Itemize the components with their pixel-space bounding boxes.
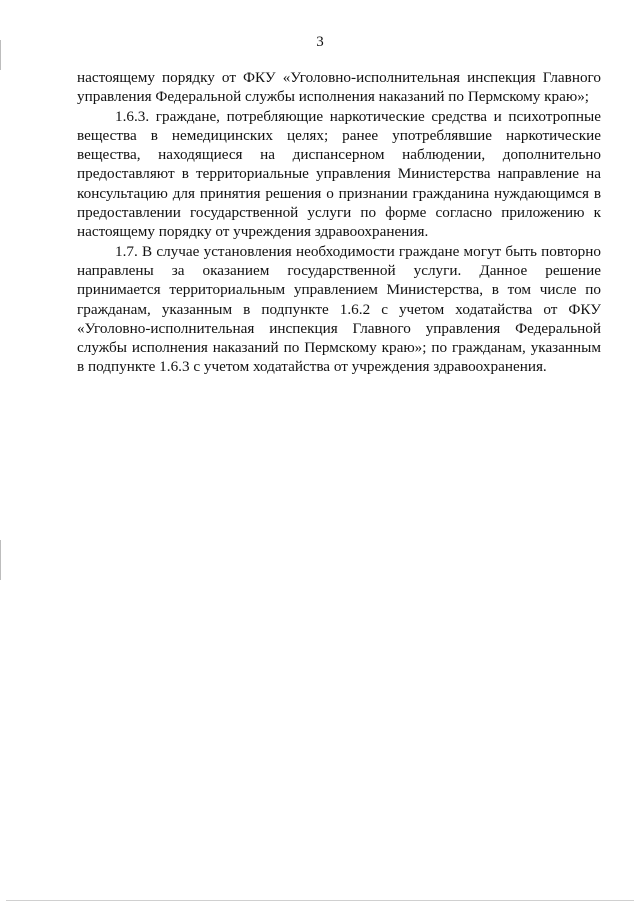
page-number: 3 (316, 34, 324, 50)
paragraph-item-1-6-3: 1.6.3. граждане, потребляющие наркотические средства и психотропные вещества в немедицинских целях; ранее употреблявшие наркотические вещества, находящиеся на диспансерном наблюдении, дополнительно предоставляют в территориальные управления Министерства направление на консультацию для принятия решения о признании гражданина нуждающимся в предоставлении государственной услуги по форме согласно приложению к настоящему порядку от учреждения здравоохранения. (77, 107, 601, 241)
scan-bottom-edge (6, 900, 634, 901)
paragraph-item-1-7: 1.7. В случае установления необходимости граждане могут быть повторно направлены за оказанием государственной услуги. Данное решение принимается территориальным управлением Министерства, в том числе по гражданам, указанным в подпункте 1.6.2 с учетом ходатайства от ФКУ «Уголовно-исполнительная инспекция Главного управления Федеральной службы исполнения наказаний по Пермскому краю»; по гражданам, указанным в подпункте 1.6.3 с учетом ходатайства от учреждения здравоохранения. (77, 242, 601, 376)
scan-edge-mark (0, 540, 1, 580)
paragraph-continuation: настоящему порядку от ФКУ «Уголовно-исполнительная инспекция Главного управления Федеральной службы исполнения наказаний по Пермскому краю»; (77, 69, 601, 106)
document-body (77, 68, 601, 377)
